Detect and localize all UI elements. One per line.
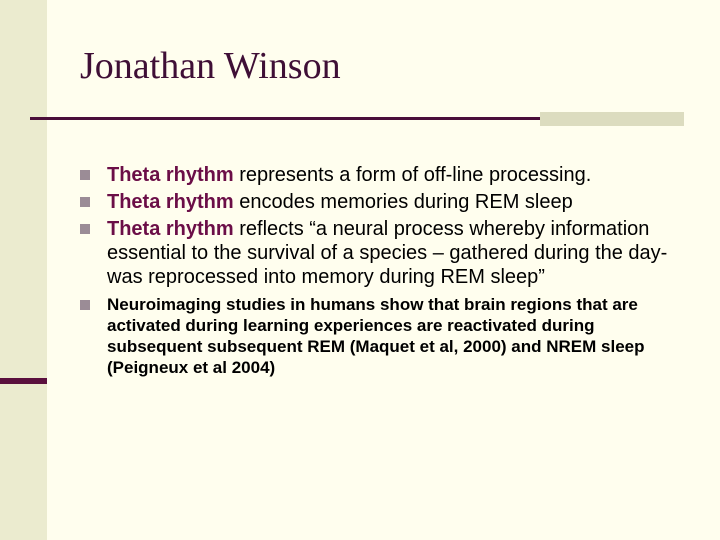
square-bullet-icon (80, 197, 90, 207)
square-bullet-icon (80, 170, 90, 180)
title-divider (30, 117, 540, 120)
square-bullet-icon (80, 300, 90, 310)
bullet-text: encodes memories during REM sleep (233, 191, 573, 213)
title-divider-accent (540, 112, 684, 126)
bullet-text: Neuroimaging studies in humans show that brain regions that are activated during learning experiences are reactivated during subsequent subsequent REM (Maquet et al, 2000) and NREM sleep (Peigneux et al 2004) (107, 295, 645, 377)
bullet-text: represents a form of off-line processing. (233, 164, 592, 186)
left-decor-band (0, 0, 47, 540)
square-bullet-icon (80, 224, 90, 234)
slide-title: Jonathan Winson (80, 45, 341, 87)
bullet-list (80, 163, 680, 381)
bullet-highlight: Theta rhythm (107, 164, 234, 186)
bullet-item (80, 190, 680, 214)
left-decor-stripe (0, 378, 47, 384)
bullet-text: reflects “a neural process whereby information essential to the survival of a species – gathered during the day- was reprocessed into memory during REM sleep” (107, 218, 668, 288)
bullet-item (80, 163, 680, 187)
bullet-item (80, 217, 680, 289)
bullet-item (80, 294, 680, 378)
bullet-highlight: Theta rhythm (107, 218, 234, 240)
bullet-highlight: Theta rhythm (107, 191, 234, 213)
